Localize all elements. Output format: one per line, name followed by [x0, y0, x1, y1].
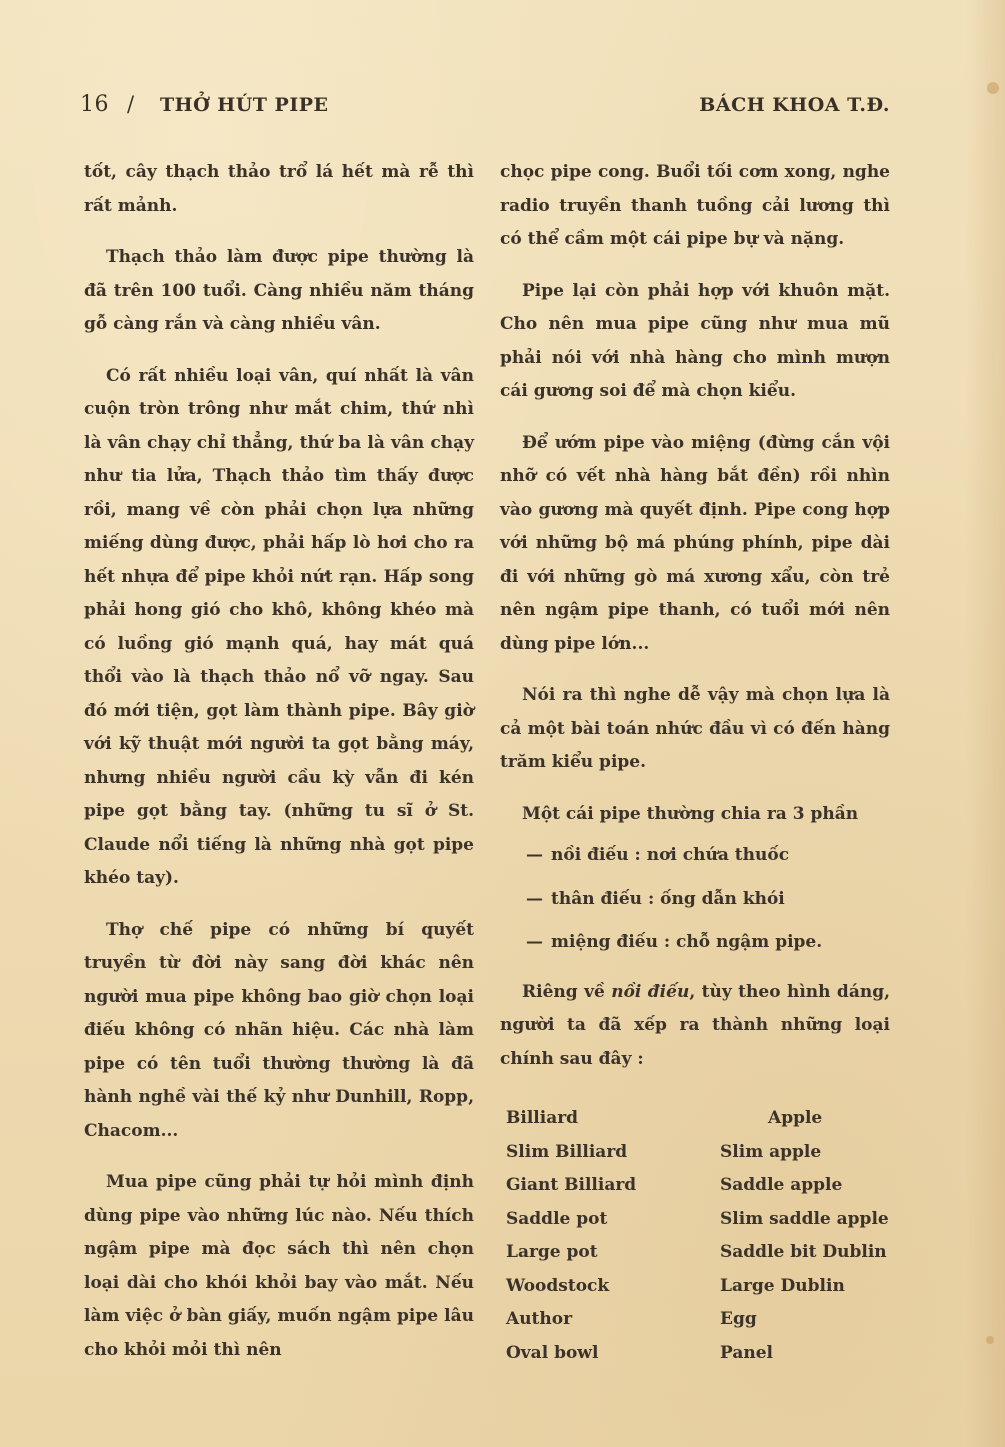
magazine-title: BÁCH KHOA T.Đ.: [699, 94, 890, 116]
page-number: 16: [80, 92, 109, 117]
list-item-text: nồi điếu : nơi chứa thuốc: [551, 845, 790, 865]
paragraph: Có rất nhiều loại vân, quí nhất là vân cuộn tròn trông như mắt chim, thứ nhì là vân chạy chỉ thẳng, thứ ba là vân chạy như tia lửa, Thạch thảo tìm thấy được rồi, mang về còn phải chọn lựa những miếng dùng được, phải hấp lò hơi cho ra hết nhựa để pipe khỏi nứt rạn. Hấp song phải hong gió cho khô, không khéo mà có luồng gió mạnh quá, hay mát quá thổi vào là thạch thảo nổ vỡ ngay. Sau đó mới tiện, gọt làm thành pipe. Bây giờ với kỹ thuật mới người ta gọt bằng máy, nhưng nhiều người cầu kỳ vẫn đi kén pipe gọt bằng tay. (những tu sĩ ở St. Claude nổi tiếng là những nhà gọt pipe khéo tay).: [84, 365, 474, 888]
table-cell: Billiard: [506, 1108, 579, 1128]
paragraph: tốt, cây thạch thảo trổ lá hết mà rễ thì rất mảnh.: [84, 162, 474, 216]
table-cell: Slim apple: [720, 1141, 822, 1162]
intro-text: Riêng về: [522, 981, 612, 1002]
table-cell: Saddle pot: [506, 1208, 608, 1229]
table-cell: Saddle bit Dublin: [720, 1242, 887, 1262]
page-header: [0, 90, 1005, 122]
paragraph: [500, 976, 890, 1077]
header-separator: /: [127, 92, 135, 116]
table-row: [500, 1236, 890, 1270]
paragraph: Nói ra thì nghe dễ vậy mà chọn lựa là cả một bài toán nhức đầu vì có đến hàng trăm kiểu pipe.: [500, 685, 890, 772]
paragraph: Pipe lại còn phải hợp với khuôn mặt. Cho nên mua pipe cũng như mua mũ phải nói với nhà hàng cho mình mượn cái gương soi để mà chọn kiểu.: [500, 280, 890, 401]
table-cell: Slim saddle apple: [720, 1208, 889, 1229]
paragraph: Mua pipe cũng phải tự hỏi mình định dùng pipe vào những lúc nào. Nếu thích ngậm pipe mà đọc sách thì nên chọn loại dài cho khói khỏi bay vào mắt. Nếu làm việc ở bàn giấy, muốn ngậm pipe lâu cho khỏi mỏi thì nên: [84, 1172, 474, 1360]
table-cell: Large pot: [506, 1242, 598, 1262]
section-title: THỞ HÚT PIPE: [160, 94, 329, 116]
table-cell: Large Dublin: [720, 1275, 845, 1296]
table-row: [500, 1102, 890, 1136]
table-cell: Oval bowl: [506, 1342, 599, 1363]
table-cell: Apple: [768, 1108, 823, 1128]
list-item: [526, 839, 890, 873]
paragraph: Thạch thảo làm được pipe thường là đã trên 100 tuổi. Càng nhiều năm tháng gỗ càng rắn và càng nhiều vân.: [84, 247, 474, 334]
paper-stain: [986, 1336, 994, 1344]
table-row: [500, 1303, 890, 1337]
list-item-text: thân điếu : ống dẫn khói: [551, 888, 785, 909]
paragraph: Để ướm pipe vào miệng (đừng cắn vội nhỡ có vết nhà hàng bắt đền) rồi nhìn vào gương mà quyết định. Pipe cong hợp với những bộ má phúng phính, pipe dài đi với những gò má xương xẩu, còn trẻ nên ngậm pipe thanh, có tuổi mới nên dùng pipe lớn...: [500, 432, 890, 654]
list-dash: —: [526, 888, 543, 909]
left-column: [84, 156, 474, 1385]
table-cell: Author: [506, 1309, 573, 1329]
pipe-parts-list: [500, 839, 890, 960]
table-cell: Giant Billiard: [506, 1175, 637, 1195]
list-item: [526, 926, 890, 960]
table-cell: Saddle apple: [720, 1175, 843, 1195]
pipe-shapes-table: [500, 1102, 890, 1370]
list-item: [526, 883, 890, 917]
right-column: [500, 156, 890, 1370]
table-cell: Panel: [720, 1342, 773, 1363]
table-cell: Woodstock: [506, 1275, 610, 1296]
table-row: [500, 1136, 890, 1170]
table-row: [500, 1203, 890, 1237]
table-cell: Slim Billiard: [506, 1141, 628, 1162]
paragraph: Thợ chế pipe có những bí quyết truyền từ đời này sang đời khác nên người mua pipe không bao giờ chọn loại điếu không có nhãn hiệu. Các nhà làm pipe có tên tuổi thường thường là đã hành nghề vài thế kỷ như Dunhill, Ropp, Chacom...: [84, 919, 474, 1141]
paragraph: chọc pipe cong. Buổi tối cơm xong, nghe radio truyền thanh tuồng cải lương thì có thể cầm một cái pipe bự và nặng.: [500, 162, 890, 249]
list-dash: —: [526, 932, 543, 952]
paragraph: Một cái pipe thường chia ra 3 phần: [522, 803, 859, 824]
list-dash: —: [526, 845, 543, 865]
intro-text: , tùy theo hình dáng, người ta đã xếp ra thành những loại chính sau đây :: [500, 981, 890, 1069]
table-cell: Egg: [720, 1309, 757, 1329]
italic-term: nồi điếu: [611, 981, 690, 1002]
table-row: [500, 1337, 890, 1371]
table-row: [500, 1169, 890, 1203]
list-item-text: miệng điếu : chỗ ngậm pipe.: [551, 932, 823, 952]
table-row: [500, 1270, 890, 1304]
